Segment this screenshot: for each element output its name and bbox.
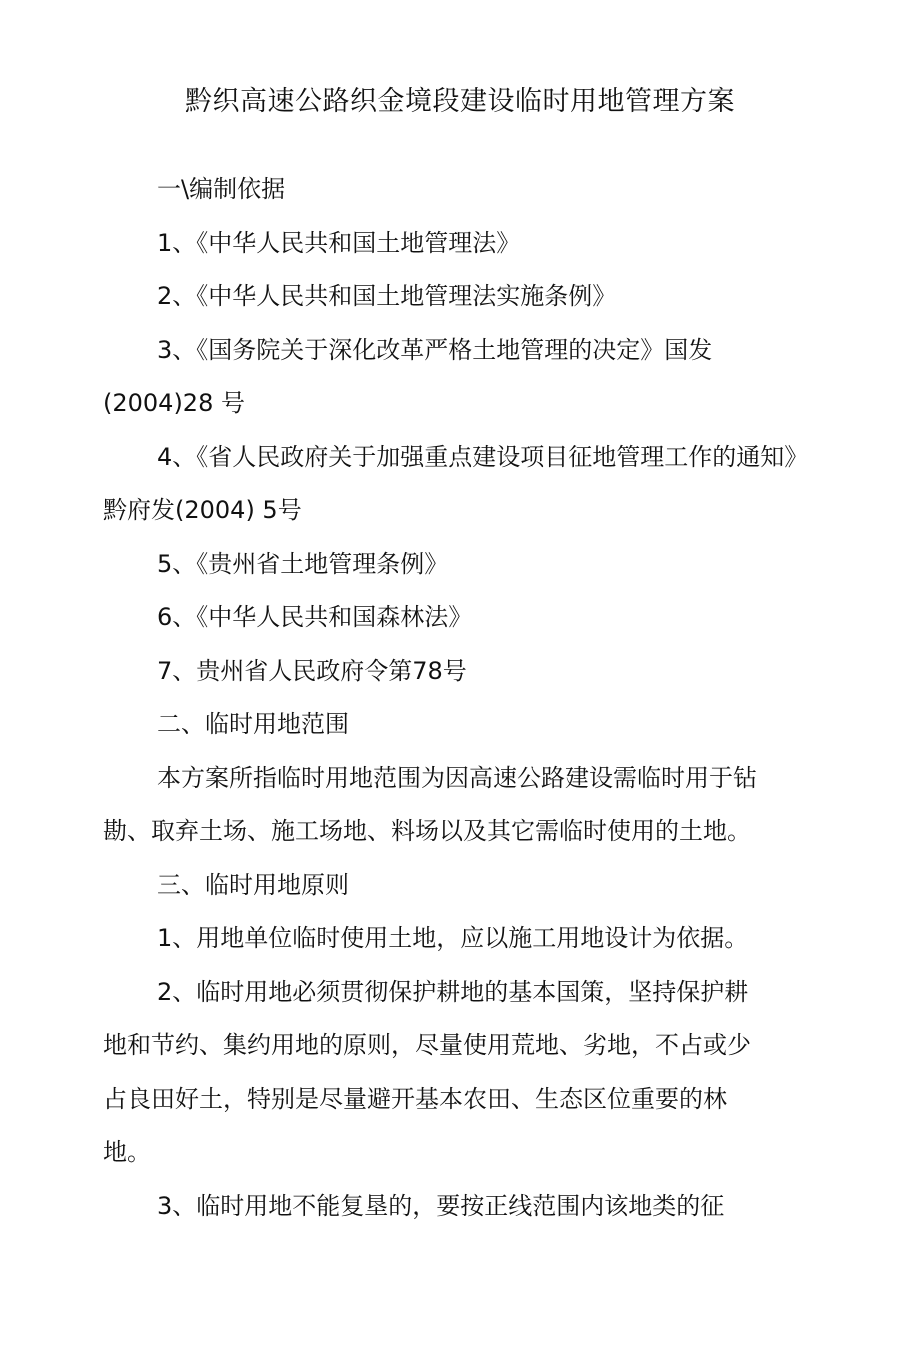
section-heading-principles: 三、临时用地原则 bbox=[157, 870, 349, 899]
basis-item-2: 2、《中华人民共和国土地管理法实施条例》 bbox=[157, 282, 617, 310]
basis-item-6: 6、《中华人民共和国森林法》 bbox=[157, 603, 473, 631]
principle-item-1: 1、用地单位临时使用土地，应以施工用地设计为依据。 bbox=[157, 924, 749, 952]
section-heading-basis: 一\编制依据 bbox=[157, 175, 286, 203]
principle-item-3: 3、临时用地不能复垦的，要按正线范围内该地类的征 bbox=[157, 1191, 725, 1220]
principle-item-2: 2、临时用地必须贯彻保护耕地的基本国策，坚持保护耕地和节约、集约用地的原则，尽量使用荒地、劣地，不占或少占良田好土，特别是尽量避开基本农田、生态区位重要的林地。 bbox=[103, 977, 751, 1166]
basis-item-3: 3、《国务院关于深化改革严格土地管理的决定》国发(2004)28 号 bbox=[103, 335, 713, 417]
basis-item-5: 5、《贵州省土地管理条例》 bbox=[157, 549, 449, 578]
basis-item-7: 7、贵州省人民政府令第78号 bbox=[157, 656, 467, 685]
basis-item-4: 4、《省人民政府关于加强重点建设项目征地管理工作的通知》黔府发(2004) 5号 bbox=[103, 442, 797, 524]
document-title: 黔织高速公路织金境段建设临时用地管理方案 bbox=[185, 86, 735, 117]
section-heading-scope: 二、临时用地范围 bbox=[157, 710, 349, 738]
scope-paragraph: 本方案所指临时用地范围为因高速公路建设需临时用于钻勘、取弃土场、施工场地、料场以及其它需临时使用的土地。 bbox=[103, 763, 757, 845]
document-body bbox=[103, 163, 803, 1233]
basis-item-1: 1、《中华人民共和国土地管理法》 bbox=[157, 228, 521, 257]
